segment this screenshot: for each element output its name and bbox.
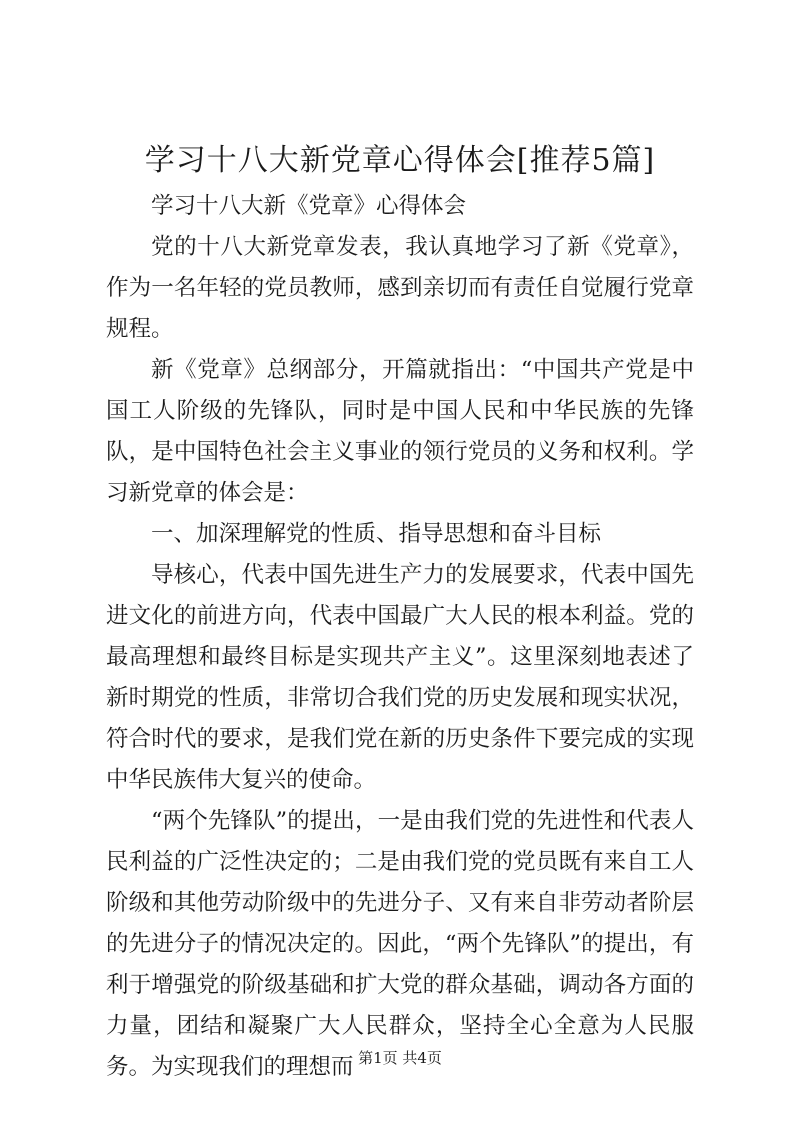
paragraph-section-heading: 一、加深理解党的性质、指导思想和奋斗目标 <box>151 521 602 547</box>
paragraph-two-vanguards: “两个先锋队”的提出，一是由我们党的先进性和代表人民利益的广泛性决定的；二是由我们党的党员既有来自工人阶级和其他劳动阶级中的先进分子、又有来自非劳动者阶层的先进分子的情况决定的。因此，“两个先锋队”的提出，有利于增强党的阶级基础和扩大党的群众基础，调动各方面的力量，团结和凝聚广大人民群众，坚持全心全意为人民服务。为实现我们的理想而 <box>106 808 694 1080</box>
paragraph-intro: 党的十八大新党章发表，我认真地学习了新《党章》，作为一名年轻的党员教师，感到亲切而有责任自觉履行党章规程。 <box>106 234 694 342</box>
paragraph-subtitle: 学习十八大新《党章》心得体会 <box>151 193 467 219</box>
paragraph-general-outline: 新《党章》总纲部分，开篇就指出：“中国共产党是中国工人阶级的先锋队，同时是中国人民和中华民族的先锋队，是中国特色社会主义事业的领行党员的义务和权利。学习新党章的体会是： <box>106 357 694 506</box>
document-body <box>106 186 694 1088</box>
document-title: 学习十八大新党章心得体会[推荐5篇] <box>144 143 656 178</box>
paragraph-party-nature: 导核心，代表中国先进生产力的发展要求，代表中国先进文化的前进方向，代表中国最广大人民的根本利益。党的最高理想和最终目标是实现共产主义”。这里深刻地表述了新时期党的性质，非常切合我们党的历史发展和现实状况，符合时代的要求，是我们党在新的历史条件下要完成的实现中华民族伟大复兴的使命。 <box>106 562 694 793</box>
page-number-footer: 第1页 共4页 <box>358 1049 442 1067</box>
